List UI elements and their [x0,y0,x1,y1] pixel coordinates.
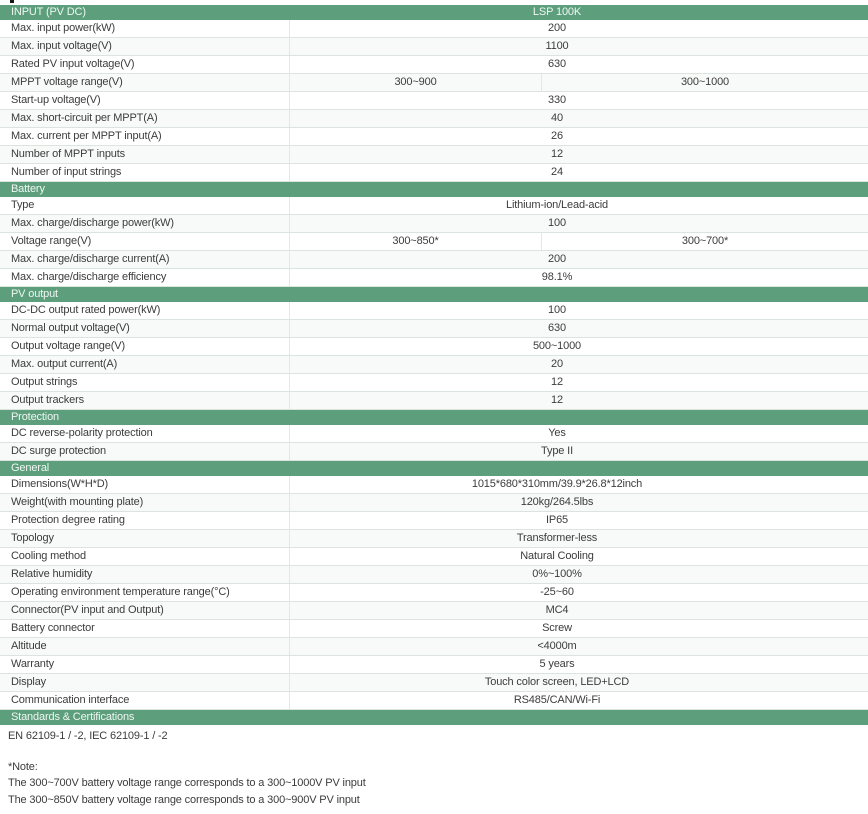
spec-value: 500~1000 [532,340,582,352]
spec-label: DC surge protection [0,443,290,460]
spec-label: Voltage range(V) [0,233,290,250]
spec-label: Altitude [0,638,290,655]
page-top-strip [0,0,868,5]
spec-label: Rated PV input voltage(V) [0,56,290,73]
spec-label: Max. charge/discharge efficiency [0,269,290,286]
spec-label: MPPT voltage range(V) [0,74,290,91]
spec-value: 200 [548,253,566,265]
spec-value: 1015*680*310mm/39.9*26.8*12inch [471,478,643,490]
spec-label: Max. input power(kW) [0,20,290,37]
spec-label: Number of MPPT inputs [0,146,290,163]
spec-row [0,443,868,461]
spec-row [0,197,868,215]
spec-row [0,20,868,38]
spec-label: DC-DC output rated power(kW) [0,302,290,319]
spec-row [0,602,868,620]
spec-row [0,620,868,638]
spec-row [0,476,868,494]
spec-label: Weight(with mounting plate) [0,494,290,511]
spec-value: Type II [541,445,573,457]
spec-row [0,92,868,110]
spec-value: 630 [548,58,566,70]
spec-row [0,269,868,287]
spec-value: 5 years [539,658,575,670]
spec-row [0,302,868,320]
spec-row [0,146,868,164]
section-header [0,5,868,20]
spec-value: 24 [551,166,563,178]
spec-row [0,494,868,512]
section-header [0,710,868,725]
spec-row [0,110,868,128]
spec-row [0,674,868,692]
spec-label: Max. input voltage(V) [0,38,290,55]
spec-value: 26 [551,130,563,142]
spec-label: Dimensions(W*H*D) [0,476,290,493]
spec-row [0,338,868,356]
spec-row [0,215,868,233]
spec-label: Connector(PV input and Output) [0,602,290,619]
spec-row [0,392,868,410]
spec-label: Relative humidity [0,566,290,583]
spec-value: -25~60 [540,586,574,598]
spec-label: Warranty [0,656,290,673]
spec-value: 40 [551,112,563,124]
spec-value: 12 [551,394,563,406]
spec-label: DC reverse-polarity protection [0,425,290,442]
spec-row [0,233,868,251]
spec-value-left: 300~850* [290,233,542,250]
spec-value: Lithium-ion/Lead-acid [505,199,609,211]
spec-value: 630 [548,322,566,334]
spec-row [0,38,868,56]
spec-label: Output voltage range(V) [0,338,290,355]
spec-label: Start-up voltage(V) [0,92,290,109]
section-title: General [11,462,50,474]
spec-row [0,374,868,392]
spec-label: Output strings [0,374,290,391]
spec-label: Max. current per MPPT input(A) [0,128,290,145]
spec-value: MC4 [545,604,569,616]
spec-row [0,164,868,182]
spec-row [0,320,868,338]
spec-label: Max. short-circuit per MPPT(A) [0,110,290,127]
spec-label: Type [0,197,290,214]
spec-value: 100 [548,217,566,229]
spec-value: <4000m [537,640,577,652]
spec-label: Communication interface [0,692,290,709]
spec-value-right: 300~1000 [680,76,730,88]
spec-value: Natural Cooling [520,550,594,562]
spec-value: 330 [548,94,566,106]
spec-value-right: 300~700* [681,235,729,247]
footer [0,729,868,809]
spec-value: 100 [548,304,566,316]
spec-label: Protection degree rating [0,512,290,529]
spec-label: Normal output voltage(V) [0,320,290,337]
spec-row [0,656,868,674]
spec-label: Max. charge/discharge current(A) [0,251,290,268]
spec-label: Number of input strings [0,164,290,181]
spec-value: 20 [551,358,563,370]
section-header-value: LSP 100K [532,6,582,18]
spec-value: 0%~100% [532,568,582,580]
spec-value: 200 [548,22,566,34]
spec-value: RS485/CAN/Wi-Fi [513,694,601,706]
spec-row [0,692,868,710]
section-title: Standards & Certifications [11,711,135,723]
section-title: INPUT (PV DC) [11,6,86,18]
spec-value: Yes [548,427,566,439]
spec-label: Topology [0,530,290,547]
note-line-1: The 300~700V battery voltage range corresponds to a 300~1000V PV input [8,777,366,789]
cropped-title-fragment [10,0,14,3]
spec-row [0,128,868,146]
spec-value-left: 300~900 [290,74,542,91]
spec-value: 12 [551,148,563,160]
spec-value: 1100 [545,40,569,52]
spec-row [0,530,868,548]
spec-row [0,251,868,269]
spec-label: Cooling method [0,548,290,565]
section-title: Battery [11,183,45,195]
spec-row [0,548,868,566]
spec-row [0,584,868,602]
section-header [0,461,868,476]
spec-value: IP65 [545,514,569,526]
spec-value: Screw [542,622,572,634]
spec-label: Operating environment temperature range(°C) [0,584,290,601]
spec-value: 120kg/264.5lbs [520,496,594,508]
spec-table [0,5,868,725]
spec-row [0,638,868,656]
spec-value: 12 [551,376,563,388]
section-header [0,182,868,197]
spec-value: Touch color screen, LED+LCD [484,676,630,688]
certifications-text: EN 62109-1 / -2, IEC 62109-1 / -2 [8,730,168,742]
spec-label: Max. output current(A) [0,356,290,373]
spec-value: Transformer-less [516,532,598,544]
section-title: PV output [11,288,58,300]
spec-row [0,512,868,530]
spec-label: Output trackers [0,392,290,409]
spec-label: Display [0,674,290,691]
spec-row [0,566,868,584]
note-line-2: The 300~850V battery voltage range corresponds to a 300~900V PV input [8,794,360,806]
section-header [0,410,868,425]
spec-label: Battery connector [0,620,290,637]
section-header [0,287,868,302]
spec-row [0,356,868,374]
spec-row [0,56,868,74]
note-title: *Note: [8,761,38,773]
spec-label: Max. charge/discharge power(kW) [0,215,290,232]
spec-row [0,74,868,92]
section-title: Protection [11,411,60,423]
spec-row [0,425,868,443]
spec-value: 98.1% [541,271,573,283]
